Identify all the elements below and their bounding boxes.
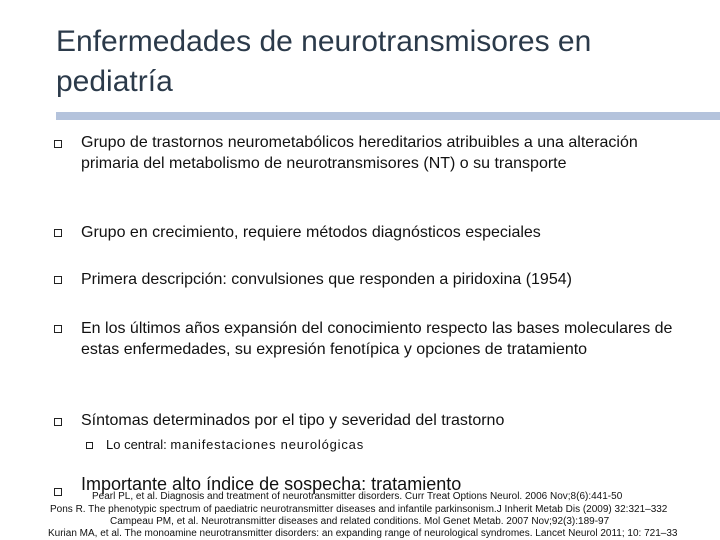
bullet-square-icon [54, 325, 62, 333]
title-underline-bar [56, 112, 720, 120]
bullet-text-2: Grupo en crecimiento, requiere métodos diagnósticos especiales [81, 224, 541, 241]
reference-4: Kurian MA, et al. The monoamine neurotransmitter disorders: an expanding range of neurological syndromes. Lancet Neurol 2011; 10: 721–33 [48, 528, 678, 539]
slide-title: Enfermedades de neurotransmisores en pediatría [56, 25, 592, 98]
reference-2: Pons R. The phenotypic spectrum of paediatric neurotransmitter diseases and infantile parkinsonism.J Inherit Metab Dis (2009) 32:321–332 [50, 504, 668, 515]
reference-1: Pearl PL, et al. Diagnosis and treatment of neurotransmitter disorders. Curr Treat Options Neurol. 2006 Nov;8(6):441-50 [92, 491, 623, 502]
bullet-text-6: Importante alto índice de sospecha: tratamiento [81, 474, 462, 494]
reference-3: Campeau PM, et al. Neurotransmitter diseases and related conditions. Mol Genet Metab. 2007 Nov;92(3):189-97 [110, 516, 610, 527]
bullet-text-5: Síntomas determinados por el tipo y severidad del trastorno [81, 412, 505, 429]
bullet-square-icon [54, 488, 62, 496]
bullet-square-icon [54, 140, 62, 148]
sub-bullet-emphasis: manifestaciones neurológicas [170, 437, 364, 452]
bullet-square-icon [54, 276, 62, 284]
sub-bullet-text [106, 436, 364, 454]
sub-bullet-prefix: Lo central: [106, 437, 171, 452]
bullet-text-3: Primera descripción: convulsiones que responden a piridoxina (1954) [81, 271, 572, 288]
bullet-square-icon [54, 418, 62, 426]
sub-bullet-square-icon [86, 442, 93, 449]
bullet-square-icon [54, 229, 62, 237]
bullet-text-4: En los últimos años expansión del conocimiento respecto las bases moleculares de estas enfermedades, su expresión fenotípica y opciones de tratamiento [81, 320, 673, 358]
bullet-text-1: Grupo de trastornos neurometabólicos hereditarios atribuibles a una alteración primaria del metabolismo de neurotransmisores (NT) o su transporte [81, 134, 638, 172]
